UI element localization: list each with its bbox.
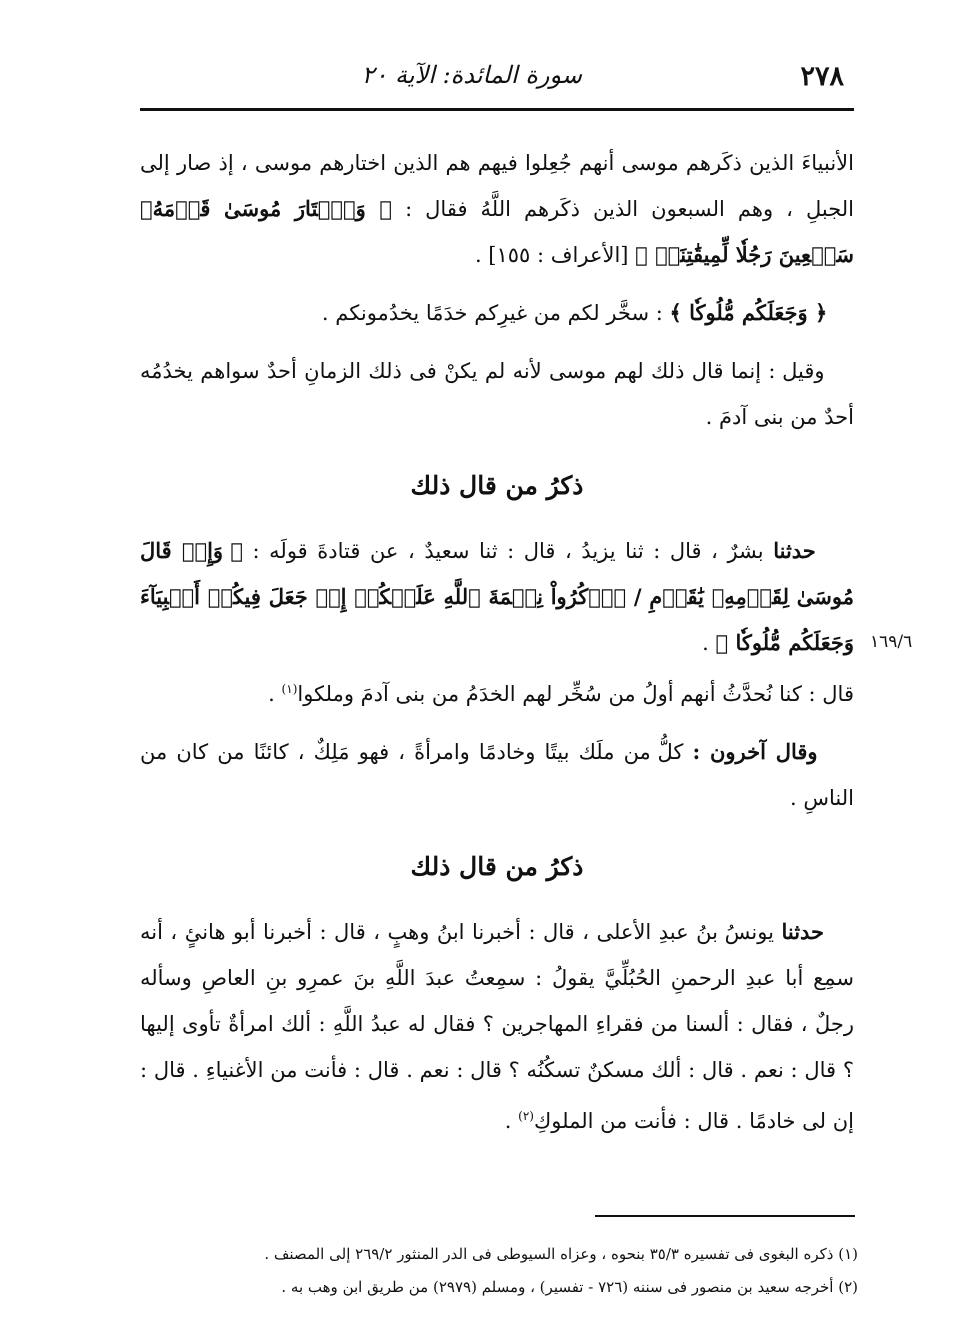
- margin-reference: ١٦٩/٦: [870, 632, 913, 652]
- narration-lead: حدثنا: [781, 919, 825, 944]
- paragraph-6: [140, 729, 854, 821]
- paragraph-7: [140, 909, 854, 1144]
- paragraph-1: [140, 140, 854, 278]
- paragraph-7-end: .: [504, 1109, 512, 1133]
- paragraph-3: [140, 348, 854, 440]
- narration-lead: حدثنا: [773, 538, 816, 563]
- header-rule: [140, 108, 854, 111]
- main-text: [140, 140, 854, 1144]
- quran-verse: ﴿ وَٱخۡتَارَ مُوسَىٰ قَوۡمَهُۥ سَبۡعِينَ رَجُلٗا لِّمِيقَٰتِنَاۖ ﴾: [140, 196, 854, 267]
- paragraph-2: [140, 290, 854, 336]
- quran-verse: ﴿ وَجَعَلَكُم مُّلُوكٗا ﴾: [669, 300, 828, 325]
- paragraph-2-text: : سخَّر لكم من غيرِكم خدَمًا يخدُمونكم .: [321, 301, 663, 325]
- paragraph-5: [140, 666, 854, 717]
- section-heading-2: ذكرُ من قال ذلك: [410, 852, 584, 881]
- footnotes: [140, 1238, 858, 1304]
- paragraph-6-text: كلُّ من ملَك بيتًا وخادمًا وامرأةً ، فهو مَلِكٌ ، كائنًا من كان من الناسِ .: [140, 740, 854, 810]
- page-header: [140, 55, 854, 107]
- section-heading-1: ذكرُ من قال ذلك: [410, 471, 584, 500]
- footnote-marker-1[interactable]: (١): [281, 682, 298, 696]
- quran-verse: ﴿ وَإِذۡ قَالَ مُوسَىٰ لِقَوۡمِهِۦ يَٰقَوۡمِ / ٱذۡكُرُواْ نِعۡمَةَ ٱللَّهِ عَلَيۡكُمۡ إِذۡ جَعَلَ فِيكُمۡ أَنۢبِيَآءَ وَجَعَلَكُم مُّلُوكٗا ﴾: [140, 538, 854, 655]
- page-number: ٢٧٨: [800, 61, 844, 92]
- paragraph-4-text: بشرٌ ، قال : ثنا يزيدُ ، قال : ثنا سعيدٌ ، عن قتادةَ قولَه :: [252, 539, 764, 563]
- running-title: سورة المائدة: الآية ٢٠: [361, 61, 582, 89]
- paragraph-4: [140, 528, 854, 666]
- paragraph-7-text: يونسُ بنُ عبدِ الأعلى ، قال : أخبرنا ابنُ وهبٍ ، قال : أخبرنا أبو هانئٍ ، أنه سمِع أبا عبدِ الرحمنِ الحُبُلِّيَّ يقولُ : سمِعتُ عبدَ اللَّهِ بنَ عمرِو بنِ العاصِ وسأله رجلٌ ، فقال : ألسنا من فقراءِ المهاجرين ؟ فقال له عبدُ اللَّهِ : ألك امرأةٌ تأوى إليها ؟ قال : نعم . قال : ألك مسكنٌ تسكُنُه ؟ قال : نعم . قال : فأنت من الأغنياءِ . قال : إن لى خادمًا . قال : فأنت من الملوكِ: [140, 920, 854, 1133]
- narration-lead: وقال آخرون :: [692, 739, 818, 764]
- paragraph-5-text: قال : كنا نُحدَّثُ أنهم أولُ من سُخِّر لهم الخدَمُ من بنى آدمَ وملكوا: [297, 682, 854, 706]
- paragraph-1-text: الأنبياءَ الذين ذكَرهم موسى أنهم جُعِلوا فيهم هم الذين اختارهم موسى ، إذ صار إلى الجبلِ ، وهم السبعون الذين ذكَرهم اللَّهُ فقال :: [140, 151, 854, 221]
- verse-reference: [الأعراف : ١٥٥] .: [474, 243, 629, 267]
- footnote-1: (١) ذكره البغوى فى تفسيره ٣٥/٣ بنحوه ، وعزاه السيوطى فى الدر المنثور ٢٦٩/٢ إلى المصنف .: [264, 1245, 858, 1263]
- paragraph-5-end: .: [268, 682, 275, 706]
- paragraph-3-text: وقيل : إنما قال ذلك لهم موسى لأنه لم يكنْ فى ذلك الزمانِ أحدٌ سواهم يخدُمُه أحدٌ من بنى آدمَ .: [140, 359, 854, 429]
- footnote-rule: [595, 1215, 855, 1217]
- footnote-2: (٢) أخرجه سعيد بن منصور فى سننه (٧٢٦ - تفسير) ، ومسلم (٢٩٧٩) من طريق ابن وهب به .: [281, 1278, 858, 1296]
- footnote-marker-2[interactable]: (٢): [518, 1109, 534, 1123]
- paragraph-4-end: .: [702, 631, 709, 655]
